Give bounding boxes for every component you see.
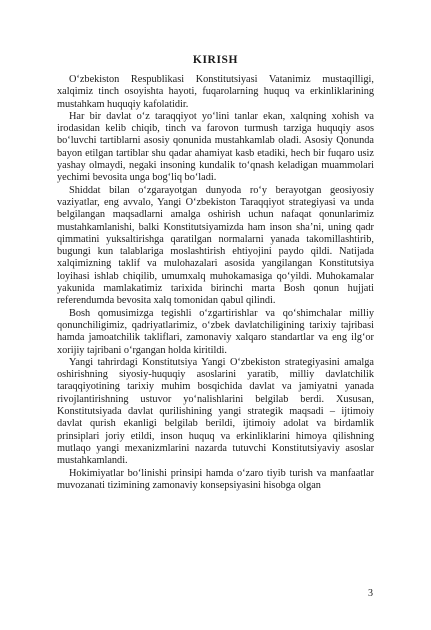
paragraph: Hokimiyatlar bo‘linishi prinsipi hamda o‘zaro tiyib turish va manfaatlar muvozanati tizimining zamonaviy konsepsiyasini hisobga olgan xyxy=(57,467,374,491)
paragraph: O‘zbekiston Respublikasi Konstitutsiyasi Vatanimiz mustaqilligi, xalqimiz tinch osoyishta hayoti, fuqarolarning huquq va erkinliklarining mustahkam huquqiy kafolatidir. xyxy=(57,74,374,110)
paragraph: Yangi tahrirdagi Konstitutsiya Yangi O‘zbekiston strategiyasini amalga oshirishning siyosiy-huquqiy asoslarini yaratib, milliy davlatchilik taraqqiyotining tarixiy muhim bosqichida davlat va jamiyatni yanada rivojlantirishning ustuvor yo‘nalishlarini belgilab berdi. Xususan, Konstitutsiyada davlat qurilishining yangi strategik maqsadi – ijtimoiy davlat qurish ekanligi belgilab berildi, ijtimoiy adolat va birdamlik prinsiplari joriy etildi, inson huquq va erkinliklarini himoya qilishning mutlaqo yangi mexanizmlarini nazarda tutuvchi Konstitutsiyaviy asoslar mustahkamlandi. xyxy=(57,356,374,467)
paragraph: Bosh qomusimizga tegishli o‘zgartirishlar va qo‘shimchalar milliy qonunchiligimiz, qadriyatlarimiz, o‘zbek davlatchiligining tarixiy tajribasi hamda jamoatchilik takliflari, zamonaviy xalqaro standartlar va eng ilg‘or xorijiy tajribani o‘rgangan holda kiritildi. xyxy=(57,307,374,356)
paragraph: Shiddat bilan o‘zgarayotgan dunyoda ro‘y berayotgan geosiyosiy vaziyatlar, eng avvalo, Yangi O‘zbekiston Taraqqiyot strategiyasi va unda belgilangan maqsadlarni amalga oshirish uchun nafaqat qonunlarimiz mustahkamlanishi, balki Konstitutsiyamizda ham inson sha’ni, uning qadr qimmatini yuksaltirishga qaratilgan normalarni yanada takomillashtirib, bugungi kun talablariga moslashtirish ehtiyojini paydo qildi. Natijada xalqimizning taklif va mulohazalari asosida yangilangan Konstitutsiya loyihasi ishlab chiqilib, umumxalq muhokamasiga qo‘yildi. Muhokamalar yakunida mamlakatimiz tarixida birinchi marta Bosh qonun hujjati referendumda bevosita xalq tomonidan qabul qilindi. xyxy=(57,184,374,307)
section-heading: KIRISH xyxy=(192,54,239,66)
page-number: 3 xyxy=(368,588,373,599)
body-text xyxy=(57,74,374,492)
paragraph: Har bir davlat o‘z taraqqiyot yo‘lini tanlar ekan, xalqning xohish va irodasidan kelib chiqib, tinch va farovon turmush tarziga huquqiy asos bo‘luvchi tartiblarni asosiy qonunida mustahkamlab oladi. Asosiy Qonunda bayon etilgan tartiblar shu qadar ahamiyat kasb etadiki, hech bir fuqaro usiz yashay olmaydi, negaki insoning kundalik to‘qnash keladigan muammolari yechimi bevosita unga bog‘liq bo‘ladi. xyxy=(57,110,374,184)
